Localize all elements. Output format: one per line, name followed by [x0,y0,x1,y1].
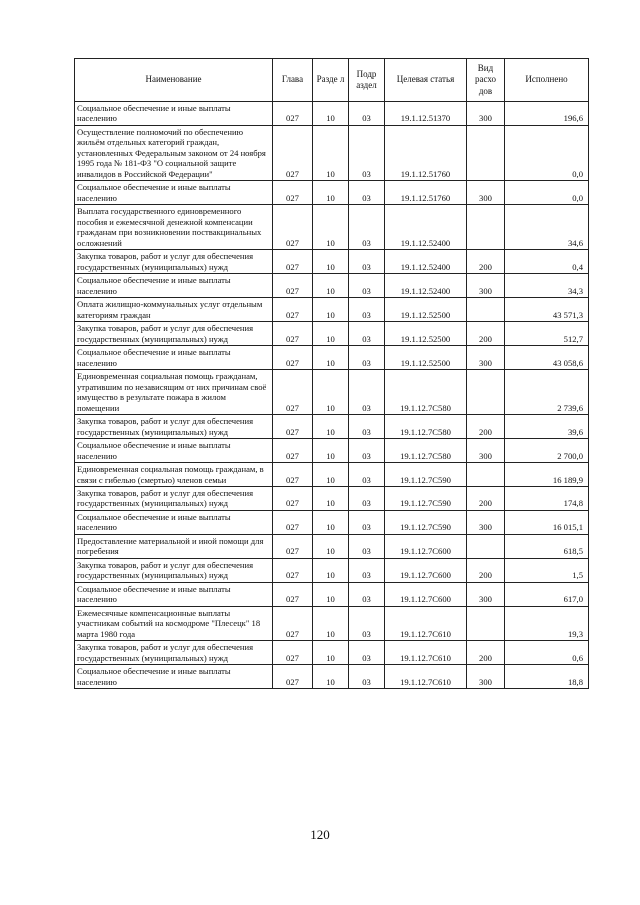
cell-razdel: 10 [313,370,349,415]
cell-razdel: 10 [313,125,349,180]
cell-podrazdel: 03 [349,298,385,322]
cell-podrazdel: 03 [349,641,385,665]
cell-razdel: 10 [313,274,349,298]
cell-glava: 027 [273,205,313,250]
cell-glava: 027 [273,606,313,640]
budget-table [74,58,589,689]
cell-vid [467,298,505,322]
cell-razdel: 10 [313,665,349,689]
cell-statya: 19.1.12.52500 [385,298,467,322]
cell-glava: 027 [273,439,313,463]
cell-vid [467,205,505,250]
cell-vid: 300 [467,439,505,463]
table-row [75,606,589,640]
cell-statya: 19.1.12.51760 [385,181,467,205]
cell-statya: 19.1.12.51370 [385,102,467,126]
cell-podrazdel: 03 [349,534,385,558]
cell-vid: 200 [467,641,505,665]
table-row [75,463,589,487]
cell-statya: 19.1.12.7С600 [385,582,467,606]
cell-statya: 19.1.12.51760 [385,125,467,180]
cell-statya: 19.1.12.7С590 [385,463,467,487]
cell-podrazdel: 03 [349,102,385,126]
table-row [75,125,589,180]
cell-vid: 200 [467,322,505,346]
table-header-row [75,59,589,102]
cell-glava: 027 [273,346,313,370]
cell-vid [467,606,505,640]
table-row [75,665,589,689]
cell-podrazdel: 03 [349,181,385,205]
cell-name: Выплата государственного единовременного пособия и ежемесячной денежной компенсации гражданам при возникновении поствакцинальных осложнений [75,205,273,250]
table-body [75,102,589,689]
table-row [75,346,589,370]
cell-vid: 300 [467,274,505,298]
cell-razdel: 10 [313,463,349,487]
cell-name: Социальное обеспечение и иные выплаты населению [75,510,273,534]
cell-razdel: 10 [313,298,349,322]
table-row [75,510,589,534]
cell-glava: 027 [273,510,313,534]
cell-glava: 027 [273,641,313,665]
cell-podrazdel: 03 [349,346,385,370]
cell-glava: 027 [273,665,313,689]
cell-name: Социальное обеспечение и иные выплаты населению [75,665,273,689]
cell-razdel: 10 [313,439,349,463]
cell-name: Единовременная социальная помощь гражданам, утратившим по независящим от них причинам своё имущество в результате пожара в жилом помещении [75,370,273,415]
cell-statya: 19.1.12.7С590 [385,486,467,510]
cell-value: 16 189,9 [505,463,589,487]
cell-name: Закупка товаров, работ и услуг для обеспечения государственных (муниципальных) нужд [75,415,273,439]
cell-statya: 19.1.12.52500 [385,322,467,346]
cell-name: Закупка товаров, работ и услуг для обеспечения государственных (муниципальных) нужд [75,486,273,510]
cell-glava: 027 [273,463,313,487]
cell-vid [467,463,505,487]
cell-razdel: 10 [313,606,349,640]
cell-value: 174,8 [505,486,589,510]
cell-razdel: 10 [313,102,349,126]
cell-value: 0,6 [505,641,589,665]
table-row [75,298,589,322]
cell-statya: 19.1.12.7С590 [385,510,467,534]
cell-name: Закупка товаров, работ и услуг для обеспечения государственных (муниципальных) нужд [75,250,273,274]
cell-glava: 027 [273,415,313,439]
cell-value: 0,4 [505,250,589,274]
cell-podrazdel: 03 [349,322,385,346]
document-page [74,58,588,689]
cell-value: 617,0 [505,582,589,606]
cell-razdel: 10 [313,582,349,606]
cell-glava: 027 [273,250,313,274]
cell-name: Социальное обеспечение и иные выплаты населению [75,102,273,126]
cell-vid: 300 [467,510,505,534]
cell-vid: 300 [467,582,505,606]
cell-name: Социальное обеспечение и иные выплаты населению [75,346,273,370]
table-row [75,370,589,415]
cell-statya: 19.1.12.7С610 [385,641,467,665]
cell-value: 1,5 [505,558,589,582]
cell-glava: 027 [273,181,313,205]
table-row [75,415,589,439]
cell-name: Социальное обеспечение и иные выплаты населению [75,274,273,298]
cell-name: Закупка товаров, работ и услуг для обеспечения государственных (муниципальных) нужд [75,641,273,665]
cell-podrazdel: 03 [349,415,385,439]
table-row [75,486,589,510]
cell-podrazdel: 03 [349,370,385,415]
table-row [75,250,589,274]
cell-glava: 027 [273,534,313,558]
cell-name: Оплата жилищно-коммунальных услуг отдельным категориям граждан [75,298,273,322]
header-ispolneno: Исполнено [505,59,589,102]
cell-value: 0,0 [505,181,589,205]
cell-podrazdel: 03 [349,439,385,463]
cell-razdel: 10 [313,641,349,665]
cell-podrazdel: 03 [349,486,385,510]
cell-name: Закупка товаров, работ и услуг для обеспечения государственных (муниципальных) нужд [75,558,273,582]
cell-name: Социальное обеспечение и иные выплаты населению [75,181,273,205]
table-row [75,181,589,205]
header-statya: Целевая статья [385,59,467,102]
cell-statya: 19.1.12.7С580 [385,370,467,415]
cell-vid: 200 [467,558,505,582]
cell-podrazdel: 03 [349,606,385,640]
cell-vid: 300 [467,102,505,126]
header-podrazdel: Подр аздел [349,59,385,102]
cell-vid [467,125,505,180]
page-number: 120 [310,827,330,842]
table-row [75,322,589,346]
cell-value: 19,3 [505,606,589,640]
cell-vid: 300 [467,181,505,205]
cell-glava: 027 [273,370,313,415]
cell-value: 2 739,6 [505,370,589,415]
cell-value: 39,6 [505,415,589,439]
cell-razdel: 10 [313,510,349,534]
cell-vid: 200 [467,415,505,439]
cell-podrazdel: 03 [349,582,385,606]
cell-razdel: 10 [313,181,349,205]
cell-podrazdel: 03 [349,665,385,689]
cell-value: 512,7 [505,322,589,346]
cell-name: Осуществление полномочий по обеспечению жильём отдельных категорий граждан, установленных Федеральным законом от 24 ноября 1995 года № 181-ФЗ "О социальной защите инвалидов в Российской Федерации" [75,125,273,180]
cell-value: 34,6 [505,205,589,250]
cell-razdel: 10 [313,346,349,370]
cell-vid: 200 [467,250,505,274]
cell-podrazdel: 03 [349,205,385,250]
cell-vid: 300 [467,665,505,689]
table-row [75,582,589,606]
cell-razdel: 10 [313,322,349,346]
table-row [75,205,589,250]
cell-value: 16 015,1 [505,510,589,534]
cell-razdel: 10 [313,558,349,582]
cell-podrazdel: 03 [349,125,385,180]
cell-name: Закупка товаров, работ и услуг для обеспечения государственных (муниципальных) нужд [75,322,273,346]
cell-glava: 027 [273,274,313,298]
cell-value: 34,3 [505,274,589,298]
cell-razdel: 10 [313,486,349,510]
header-glava: Глава [273,59,313,102]
cell-glava: 027 [273,322,313,346]
cell-name: Социальное обеспечение и иные выплаты населению [75,582,273,606]
cell-vid: 200 [467,486,505,510]
table-row [75,641,589,665]
cell-podrazdel: 03 [349,274,385,298]
table-row [75,534,589,558]
cell-razdel: 10 [313,415,349,439]
cell-statya: 19.1.12.7С600 [385,534,467,558]
cell-statya: 19.1.12.52400 [385,205,467,250]
cell-value: 2 700,0 [505,439,589,463]
header-vid: Вид расхо дов [467,59,505,102]
cell-value: 18,8 [505,665,589,689]
table-row [75,102,589,126]
cell-vid [467,534,505,558]
cell-glava: 027 [273,558,313,582]
cell-value: 43 058,6 [505,346,589,370]
cell-value: 196,6 [505,102,589,126]
cell-statya: 19.1.12.52400 [385,274,467,298]
cell-value: 618,5 [505,534,589,558]
cell-glava: 027 [273,582,313,606]
cell-statya: 19.1.12.7С610 [385,665,467,689]
cell-statya: 19.1.12.7С580 [385,415,467,439]
cell-value: 43 571,3 [505,298,589,322]
cell-podrazdel: 03 [349,250,385,274]
cell-podrazdel: 03 [349,558,385,582]
table-row [75,274,589,298]
cell-value: 0,0 [505,125,589,180]
cell-vid: 300 [467,346,505,370]
cell-glava: 027 [273,125,313,180]
cell-statya: 19.1.12.52400 [385,250,467,274]
cell-podrazdel: 03 [349,510,385,534]
cell-name: Единовременная социальная помощь гражданам, в связи с гибелью (смертью) членов семьи [75,463,273,487]
cell-statya: 19.1.12.52500 [385,346,467,370]
cell-name: Социальное обеспечение и иные выплаты населению [75,439,273,463]
cell-name: Ежемесячные компенсационные выплаты участникам событий на космодроме "Плесецк" 18 марта 1980 года [75,606,273,640]
cell-statya: 19.1.12.7С600 [385,558,467,582]
cell-statya: 19.1.12.7С610 [385,606,467,640]
cell-glava: 027 [273,298,313,322]
cell-glava: 027 [273,486,313,510]
cell-vid [467,370,505,415]
header-name: Наименование [75,59,273,102]
header-razdel: Разде л [313,59,349,102]
table-row [75,558,589,582]
cell-razdel: 10 [313,534,349,558]
cell-statya: 19.1.12.7С580 [385,439,467,463]
cell-podrazdel: 03 [349,463,385,487]
cell-razdel: 10 [313,205,349,250]
cell-name: Предоставление материальной и иной помощи для погребения [75,534,273,558]
cell-glava: 027 [273,102,313,126]
cell-razdel: 10 [313,250,349,274]
table-row [75,439,589,463]
